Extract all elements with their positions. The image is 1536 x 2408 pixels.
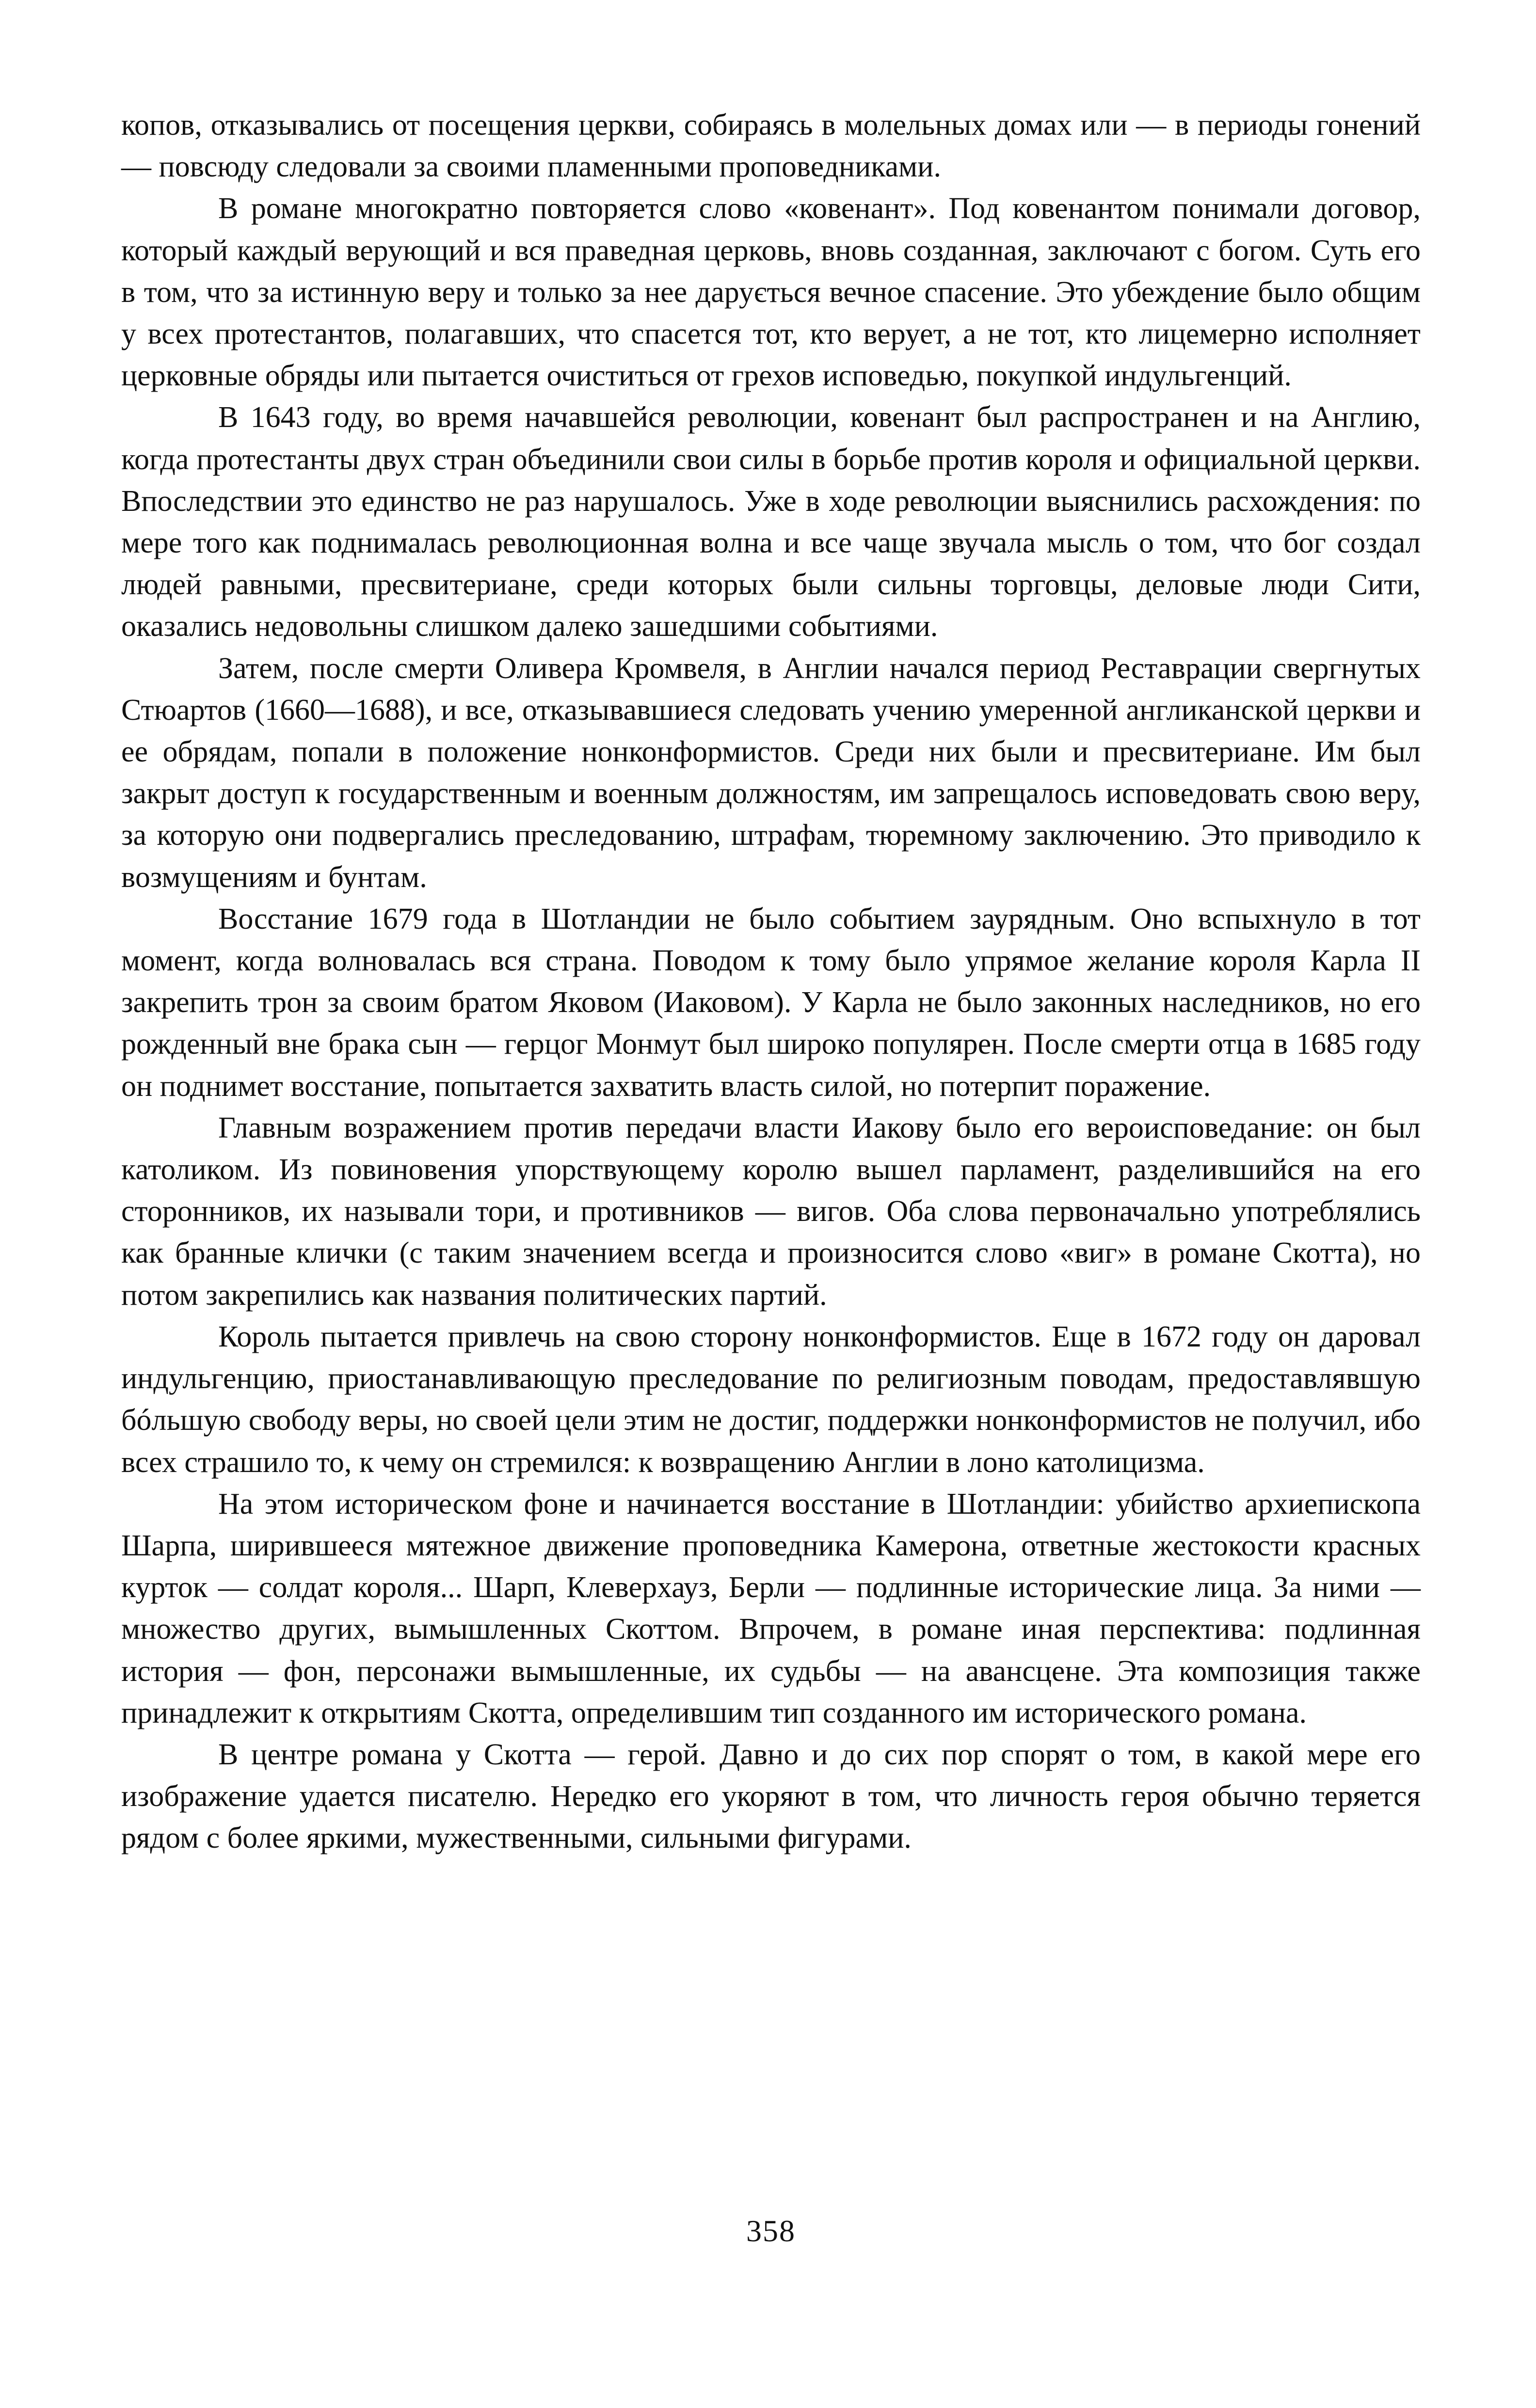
book-page [121,104,1421,2382]
paragraph-historical-background: На этом историческом фоне и начинается восстание в Шотландии: убийство архиепископа Шарпа, ширившееся мятежное движение проповедника Камерона, ответные жестокости красных курток — солдат короля... Шарп, Клеверхауз, Берли — подлинные исторические лица. За ними — множество других, вымышленных Скоттом. Впрочем, в романе иная перспектива: подлинная история — фон, персонажи вымышленные, их судьбы — на авансцене. Эта композиция также принадлежит к открытиям Скотта, определившим тип созданного им исторического романа. [121,1487,1421,1729]
paragraph-continuation: копов, отказывались от посещения церкви, собираясь в молельных домах или — в периоды гонений — повсюду следовали за своими пламенными проповедниками. [121,109,1421,184]
paragraph-1643: В 1643 году, во время начавшейся революции, ковенант был распространен и на Англию, когда протестанты двух стран объединили свои силы в борьбе против короля и официальной церкви. Впоследствии это единство не раз нарушалось. Уже в ходе революции выяснились расхождения: по мере того как поднималась революционная волна и все чаще звучала мысль о том, что бог создал людей равными, пресвитериане, среди которых были сильны торговцы, деловые люди Сити, оказались недовольны слишком далеко зашедшими событиями. [121,401,1421,643]
paragraph-tories-whigs: Главным возражением против передачи власти Иакову было его вероисповедание: он был католиком. Из повиновения упорствующему королю вышел парламент, разделившийся на его сторонников, их называли тори, и противников — вигов. Оба слова первоначально употреблялись как бранные клички (с таким значением всегда и произносится слово «виг» в романе Скотта), но потом закрепились как названия политических партий. [121,1111,1421,1312]
paragraph-uprising-1679: Восстание 1679 года в Шотландии не было событием заурядным. Оно вспыхнуло в тот момент, когда волновалась вся страна. Поводом к тому было упрямое желание короля Карла II закрепить трон за своим братом Яковом (Иаковом). У Карла не было законных наследников, но его рожденный вне брака сын — герцог Монмут был широко популярен. После смерти отца в 1685 году он поднимет восстание, попытается захватить власть силой, но потерпит поражение. [121,902,1421,1103]
paragraph-restoration: Затем, после смерти Оливера Кромвеля, в Англии начался период Реставрации свергнутых Стюартов (1660—1688), и все, отказывавшиеся следовать учению умеренной англиканской церкви и ее обрядам, попали в положение нонконформистов. Среди них были и пресвитериане. Им был закрыт доступ к государственным и военным должностям, им запрещалось исповедовать свою веру, за которую они подвергались преследованию, штрафам, тюремному заключению. Это приводило к возмущениям и бунтам. [121,651,1421,894]
paragraph-covenant: В романе многократно повторяется слово «ковенант». Под ковенантом понимали договор, который каждый верующий и вся праведная церковь, вновь созданная, заключают с богом. Суть его в том, что за истинную веру и только за нее дарується вечное спасение. Это убеждение было общим у всех протестантов, полагавших, что спасется тот, кто верует, а не тот, кто лицемерно исполняет церковные обряды или пытается очиститься от грехов исповедью, покупкой индульгенций. [121,192,1421,393]
page-number: 358 [746,2214,796,2248]
paragraph-indulgence: Король пытается привлечь на свою сторону нонконформистов. Еще в 1672 году он даровал индульгенцию, приостанавливающую преследование по религиозным поводам, предоставлявшую бóльшую свободу веры, но своей цели этим не достиг, поддержки нонконформистов не получил, ибо всех страшило то, к чему он стремился: к возвращению Англии в лоно католицизма. [121,1320,1421,1479]
paragraph-hero: В центре романа у Скотта — герой. Давно и до сих пор спорят о том, в какой мере его изображение удается писателю. Нередко его укоряют в том, что личность героя обычно теряется рядом с более яркими, мужественными, сильными фигурами. [121,1738,1421,1855]
page-text [121,104,1421,1859]
